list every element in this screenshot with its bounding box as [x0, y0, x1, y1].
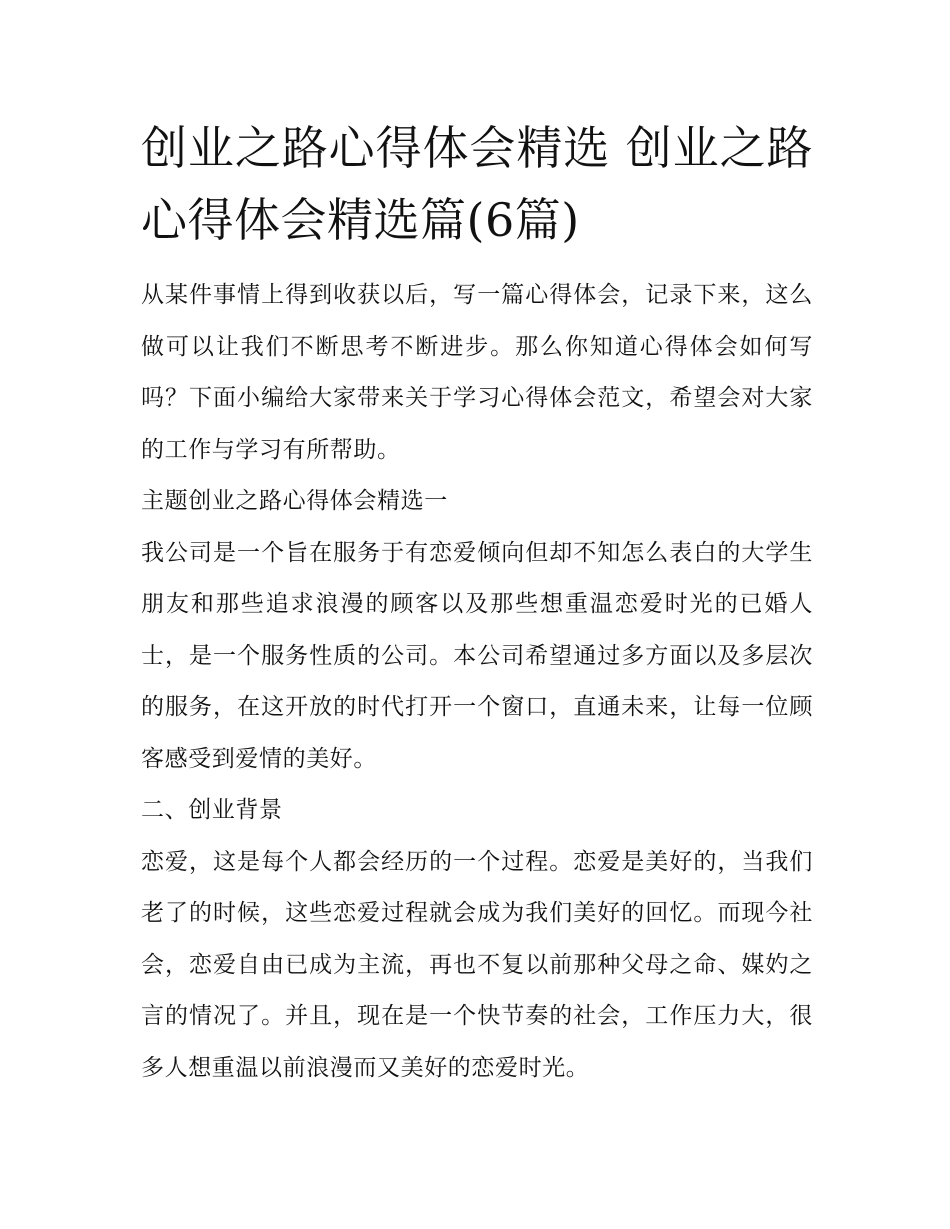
intro-paragraph: 从某件事情上得到收获以后，写一篇心得体会，记录下来，这么做可以让我们不断思考不断进步。那么你知道心得体会如何写吗？下面小编给大家带来关于学习心得体会范文，希望会对大家的工作与学习有所帮助。	[141, 282, 813, 463]
document-title: 创业之路心得体会精选 创业之路心得体会精选篇(6篇)	[141, 121, 813, 247]
section-heading-theme: 主题创业之路心得体会精选一	[141, 488, 448, 514]
company-paragraph: 我公司是一个旨在服务于有恋爱倾向但却不知怎么表白的大学生朋友和那些追求浪漫的顾客以及那些想重温恋爱时光的已婚人士，是一个服务性质的公司。本公司希望通过多方面以及多层次的服务，在这开放的时代打开一个窗口，直通未来，让每一位顾客感受到爱情的美好。	[141, 539, 813, 772]
document-body	[141, 112, 813, 1094]
background-paragraph: 恋爱，这是每个人都会经历的一个过程。恋爱是美好的，当我们老了的时候，这些恋爱过程就会成为我们美好的回忆。而现今社会，恋爱自由已成为主流，再也不复以前那种父母之命、媒妁之言的情况了。并且，现在是一个快节奏的社会，工作压力大，很多人想重温以前浪漫而又美好的恋爱时光。	[141, 848, 813, 1081]
section-heading-background: 二、创业背景	[141, 797, 283, 823]
